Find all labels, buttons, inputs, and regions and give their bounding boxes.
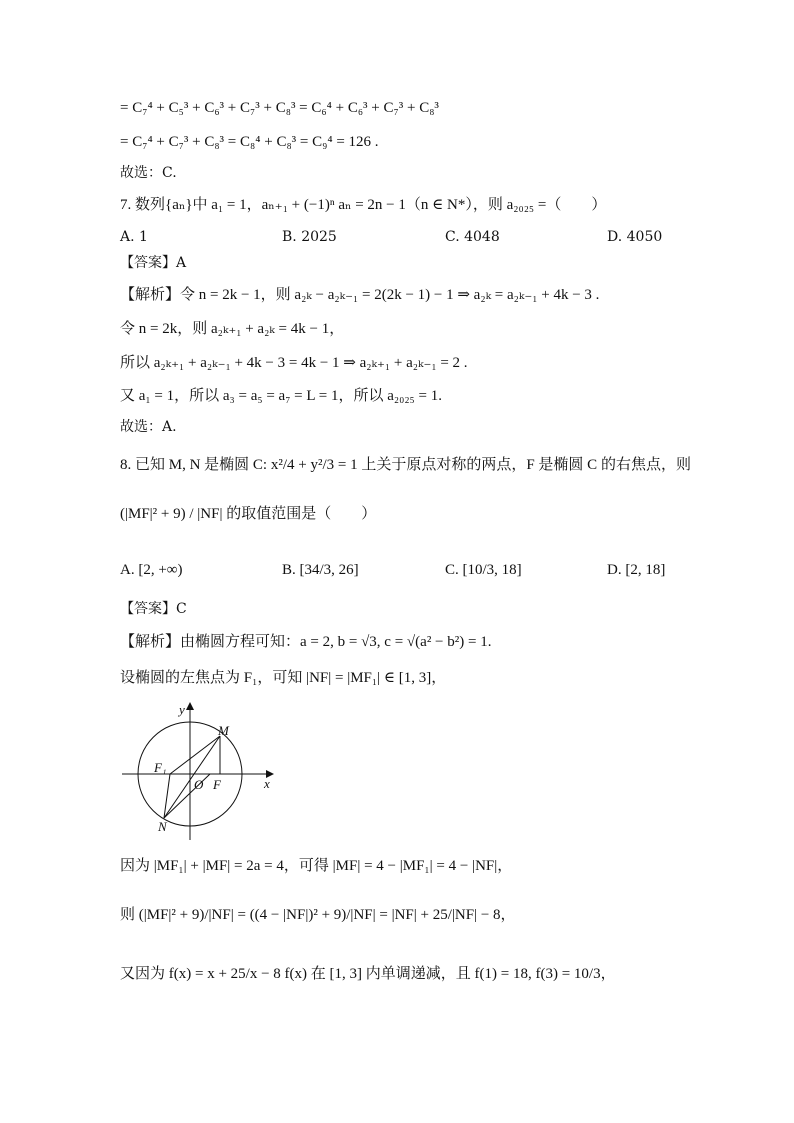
q8-option-c: C. [10/3, 18]	[445, 562, 522, 578]
q8-option-b: B. [34/3, 26]	[282, 562, 359, 578]
label-o: O	[194, 777, 204, 792]
q8-option-a: A. [2, +∞)	[120, 562, 183, 578]
q7-option-c: C. 4048	[445, 229, 500, 245]
q8-solution-2: 设椭圆的左焦点为 F₁，可知 |NF| = |MF₁| ∈ [1, 3]，	[120, 670, 447, 686]
q8-option-d: D. [2, 18]	[607, 562, 666, 578]
q7-option-b: B. 2025	[282, 229, 337, 245]
q7-answer: 【答案】A	[120, 255, 187, 271]
q7-solution-2: 令 n = 2k，则 a₂ₖ₊₁ + a₂ₖ = 4k − 1，	[120, 321, 345, 337]
q8-solution-5: 又因为 f(x) = x + 25/x − 8 f(x) 在 [1, 3] 内单调递减，且 f(1) = 18, f(3) = 10/3，	[120, 966, 616, 982]
q8-solution-3: 因为 |MF₁| + |MF| = 2a = 4，可得 |MF| = 4 − |MF₁| = 4 − |NF|，	[120, 858, 513, 874]
label-f: F	[213, 777, 221, 792]
label-n: N	[158, 819, 167, 834]
q7-option-d: D. 4050	[607, 229, 663, 245]
combination-line-1: = C₇⁴ + C₅³ + C₆³ + C₇³ + C₈³ = C₆⁴ + C₆³ + C₇³ + C₈³	[120, 100, 439, 116]
q7-solution-3: 所以 a₂ₖ₊₁ + a₂ₖ₋₁ + 4k − 3 = 4k − 1 ⇒ a₂ₖ₊₁ + a₂ₖ₋₁ = 2 .	[120, 355, 468, 371]
q7-choice: 故选：A.	[120, 419, 177, 435]
label-m: M	[218, 723, 229, 738]
q8-solution-4: 则 (|MF|² + 9)/|NF| = ((4 − |NF|)² + 9)/|NF| = |NF| + 25/|NF| − 8，	[120, 907, 516, 923]
y-axis-arrow	[186, 702, 194, 710]
question-8-expression: (|MF|² + 9) / |NF| 的取值范围是（ ）	[120, 506, 377, 522]
label-f1: F₁	[154, 760, 167, 775]
q7-option-a: A. 1	[120, 229, 148, 245]
label-x: x	[264, 776, 270, 791]
combination-line-2: = C₇⁴ + C₇³ + C₈³ = C₈⁴ + C₈³ = C₉⁴ = 126 .	[120, 134, 379, 150]
segment-mn	[164, 736, 220, 818]
label-y: y	[179, 702, 185, 717]
q8-answer: 【答案】C	[120, 601, 187, 617]
q6-choice: 故选：C.	[120, 165, 177, 181]
q7-solution-1: 【解析】令 n = 2k − 1，则 a₂ₖ − a₂ₖ₋₁ = 2(2k − 1) − 1 ⇒ a₂ₖ = a₂ₖ₋₁ + 4k − 3 .	[120, 287, 600, 303]
question-8: 8. 已知 M, N 是椭圆 C: x²/4 + y²/3 = 1 上关于原点对称的两点，F 是椭圆 C 的右焦点，则	[120, 457, 691, 473]
segment-f1m	[170, 736, 220, 774]
ellipse-figure	[118, 698, 278, 843]
q8-solution-1: 【解析】由椭圆方程可知：a = 2, b = √3, c = √(a² − b²) = 1.	[120, 634, 492, 650]
question-7: 7. 数列{aₙ}中 a₁ = 1，aₙ₊₁ + (−1)ⁿ aₙ = 2n − 1（n ∈ N*），则 a₂₀₂₅ =（ ）	[120, 197, 607, 213]
q7-solution-4: 又 a₁ = 1，所以 a₃ = a₅ = a₇ = L = 1，所以 a₂₀₂₅ = 1.	[120, 388, 442, 404]
